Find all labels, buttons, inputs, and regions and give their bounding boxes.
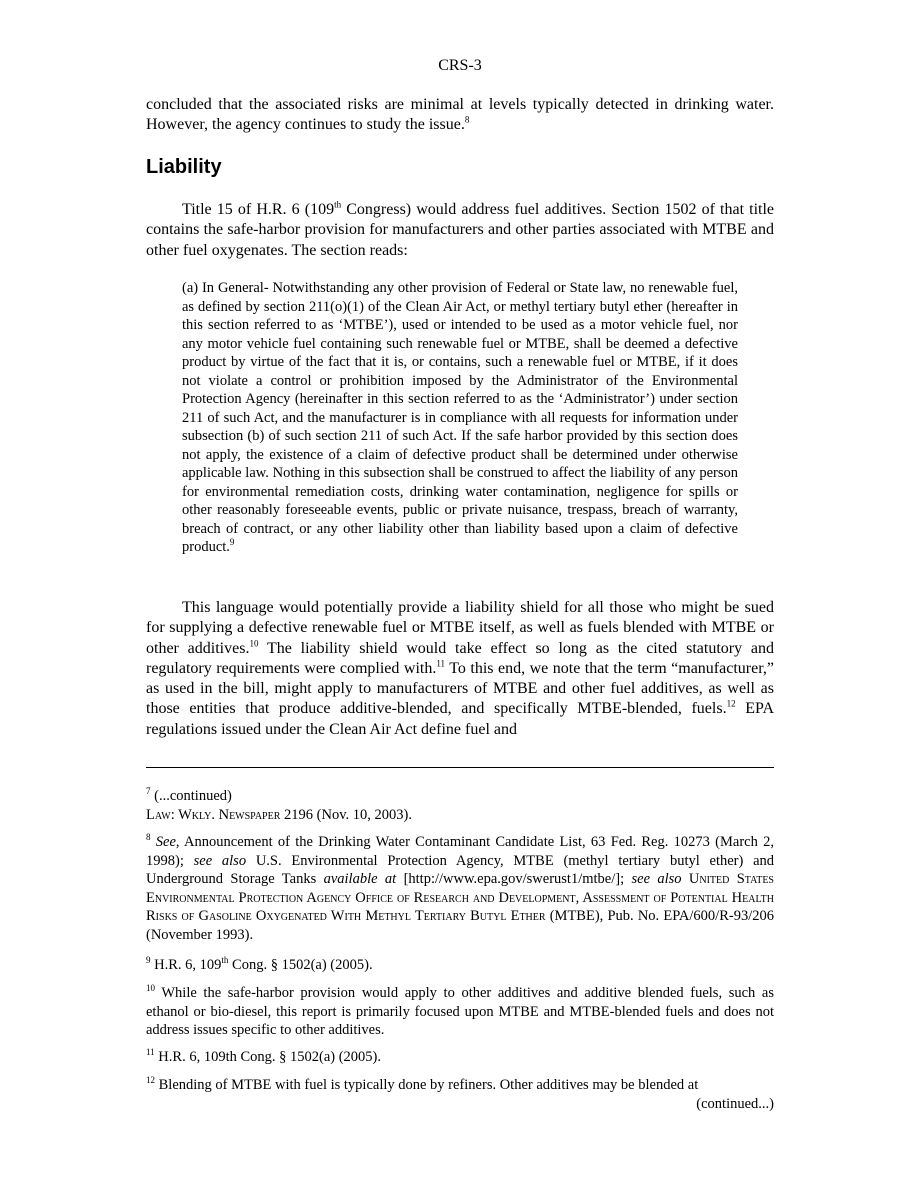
fn12-text: Blending of MTBE with fuel is typically done by refiners. Other additives may be blended at <box>155 1077 699 1093</box>
fn7-number: 7 <box>146 786 151 797</box>
fn12-number: 12 <box>146 1075 155 1086</box>
section-heading-container <box>146 156 774 179</box>
fn7-line1: (...continued) <box>150 788 232 804</box>
fn11-text: H.R. 6, 109th Cong. § 1502(a) (2005). <box>154 1049 382 1065</box>
fn8-see: See <box>155 834 176 850</box>
fn9-t2: Cong. § 1502(a) (2005). <box>228 957 373 973</box>
fn10-number: 10 <box>146 983 155 994</box>
fn8-available-at: available at <box>323 871 397 888</box>
fn8-see-also: see also <box>193 852 247 869</box>
footnote-7 <box>146 787 774 824</box>
footnote-ref-10: 10 <box>249 638 259 649</box>
fn8-t2: U.S. Environmental Protection Agency, MTBE (methyl tertiary butyl ether) and Underground Storage Tanks <box>146 852 775 888</box>
fn8-number: 8 <box>146 832 151 843</box>
para1-part1: Title 15 of H.R. 6 (109 <box>182 201 335 218</box>
fn8-see-also-2: see also <box>631 871 682 888</box>
fn11-number: 11 <box>146 1047 155 1058</box>
para2-s2: The liability shield would take effect so long as the cited statutory and regulatory requirements were complied with. <box>146 639 775 677</box>
footnote-10 <box>146 984 774 1040</box>
footnote-ref-9: 9 <box>229 537 235 548</box>
para2-s1: This language would potentially provide a liability shield for all those who might be sued for supplying a defective renewable fuel or MTBE itself, as well as fuels blended with MTBE or other additives. <box>146 599 774 657</box>
block-quote <box>182 279 738 557</box>
intro-paragraph <box>146 95 774 136</box>
footnote-9 <box>146 956 774 975</box>
para2-s3: To this end, we note that the term “manufacturer,” as used in the bill, might apply to manufacturers of MTBE and other fuel additives, as well as those entities that produce additive-blended, and specifically MTBE-blended, fuels. <box>146 659 774 718</box>
paragraph-title-15 <box>146 200 774 261</box>
fn9-number: 9 <box>146 955 151 966</box>
footnote-8 <box>146 833 774 945</box>
footnote-ref-12: 12 <box>726 699 736 710</box>
fn10-text: While the safe-harbor provision would apply to other additives and additive blended fuels, such as ethanol or bio-diesel, this report is primarily focused upon MTBE and MTBE-blended fuels and does not address issues specific to other additives. <box>146 985 774 1039</box>
fn12-continued: (continued...) <box>696 1095 774 1112</box>
quote-text: (a) In General- Notwithstanding any other provision of Federal or State law, no renewable fuel, as defined by section 211(o)(1) of the Clean Air Act, or methyl tertiary butyl ether (hereafter in this section referred to as ‘MTBE’), used or intended to be used as a motor vehicle fuel, nor any motor vehicle fuel containing such renewable fuel or MTBE, shall be deemed a defective product by virtue of the fact that it is, or contains, such a renewable fuel or MTBE, if it does not violate a control or prohibition imposed by the Administrator of the Environmental Protection Agency (hereinafter in this section referred to as the ‘Administrator’) under section 211 of such Act, and the manufacturer is in compliance with all requests for information under subsection (b) of such section 211 of such Act. If the safe harbor provided by this section does not apply, the existence of a claim of defective product shall be determined under otherwise applicable law. Nothing in this subsection shall be construed to affect the liability of any person for environmental remediation costs, drinking water contamination, negligence for spills or other reasonably foreseeable events, public or private nuisance, trespass, breach of warranty, breach of contract, or any other liability other than liability based upon a claim of defective product. <box>182 280 738 555</box>
para1-sup: th <box>334 199 342 210</box>
para1-part2: Congress) would address fuel additives. Section 1502 of that title contains the safe-harbor provision for manufacturers and other parties associated with MTBE and other fuel oxygenates. The section reads: <box>146 201 775 259</box>
fn9-t1: H.R. 6, 109 <box>150 957 222 973</box>
fn8-t4: (MTBE), Pub. No. EPA/600/R-93/206 (November 1993). <box>146 908 774 943</box>
page-number: CRS-3 <box>438 57 482 74</box>
fn9-sup: th <box>221 955 229 966</box>
intro-text: concluded that the associated risks are minimal at levels typically detected in drinking water. However, the agency continues to study the issue. <box>146 96 774 134</box>
footnote-11 <box>146 1048 774 1067</box>
paragraph-liability-shield <box>146 598 774 740</box>
footnote-divider <box>146 767 774 768</box>
footnote-12 <box>146 1076 774 1113</box>
fn7-source: Law: Wkly. Newspaper <box>146 806 281 823</box>
section-heading: Liability <box>146 156 222 178</box>
footnote-ref-11: 11 <box>436 658 446 669</box>
para2-s4: EPA regulations issued under the Clean Air Act define fuel and <box>146 700 775 738</box>
fn8-report-title: United States Environmental Protection Agency Office of Research and Development, Assessment of Potential Health Risks of Gasoline Oxygenated With Methyl Tertiary Butyl Ether <box>146 871 774 925</box>
fn8-t3: [http://www.epa.gov/swerust1/mtbe/]; <box>396 871 632 888</box>
footnote-ref-8: 8 <box>464 114 470 125</box>
fn8-t1: , Announcement of the Drinking Water Contaminant Candidate List, 63 Fed. Reg. 10273 (March 2, 1998); <box>146 834 774 869</box>
fn7-rest: 2196 (Nov. 10, 2003). <box>280 806 412 823</box>
